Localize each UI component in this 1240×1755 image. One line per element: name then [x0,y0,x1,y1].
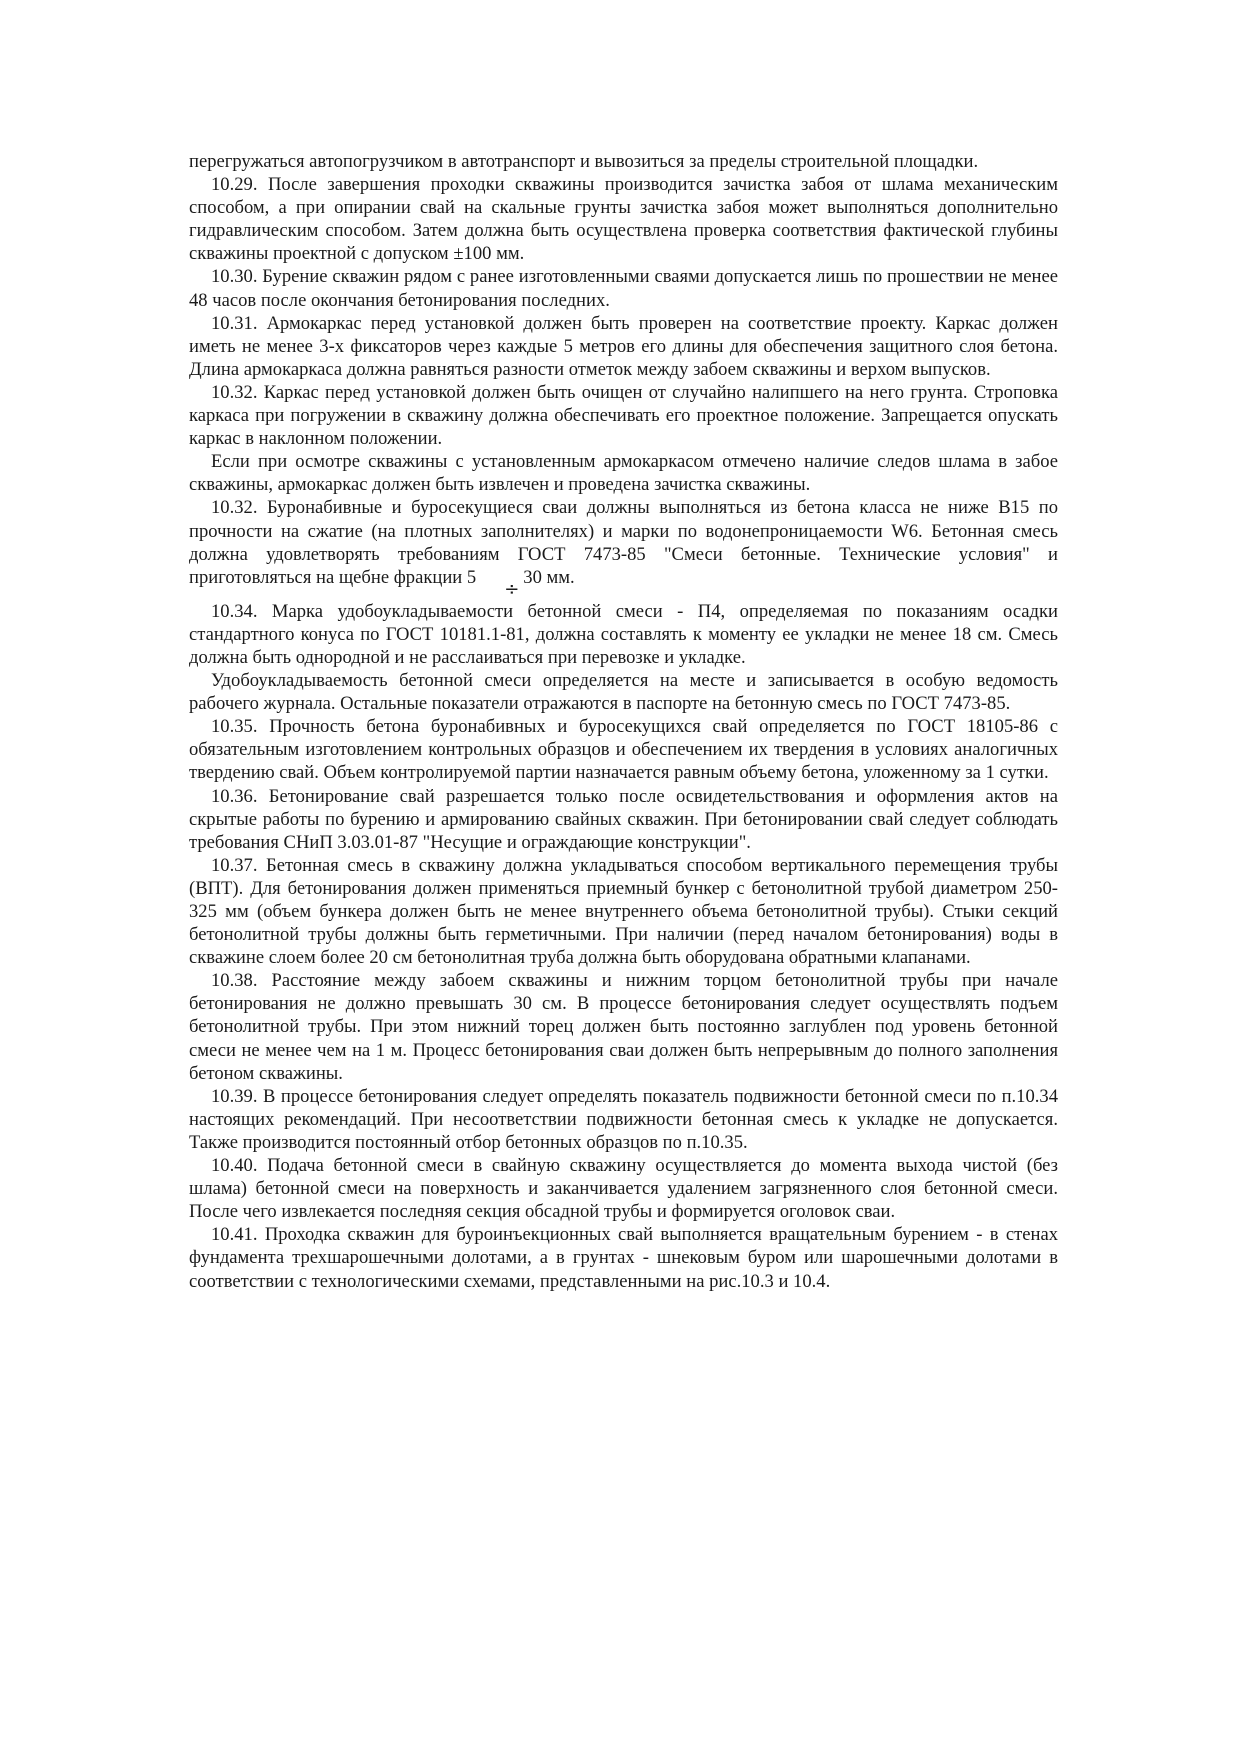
paragraph-10-36: 10.36. Бетонирование свай разрешается только после освидетельствования и оформления актов на скрытые работы по бурению и армированию свайных скважин. При бетонировании свай следует соблюдать требования СНиП 3.03.01-87 "Несущие и ограждающие конструкции". [189,785,1058,853]
paragraph-10-33-text: 10.32. Буронабивные и буросекущиеся сваи должны выполняться из бетона класса не ниже В15 по прочности на сжатие (на плотных заполнителях) и марки по водонепроницаемости W6. Бетонная смесь должна удовлетворять требованиям ГОСТ 7473-85 "Смеси бетонные. Технические условия" и приготовляться на щебне фракции 5 [189,497,1058,588]
division-sign-icon: ÷ [504,578,520,600]
paragraph-10-29: 10.29. После завершения проходки скважины производится зачистка забоя от шлама механическим способом, а при опирании свай на скальные грунты зачистка забоя может выполняться дополнительно гидравлическим способом. Затем должна быть осуществлена проверка соответствия фактической глубины скважины проектной с допуском ±100 мм. [189,174,1058,265]
document-page [189,150,1058,1293]
paragraph-armocage-note: Если при осмотре скважины с установленным армокаркасом отмечено наличие следов шлама в забое скважины, армокаркас должен быть извлечен и проведена зачистка скважины. [189,451,1058,496]
paragraph-10-39: 10.39. В процессе бетонирования следует определять показатель подвижности бетонной смеси по п.10.34 настоящих рекомендаций. При несоответствии подвижности бетонная смесь к укладке не допускается. Также производится постоянный отбор бетонных образцов по п.10.35. [189,1085,1058,1153]
paragraph-10-30: 10.30. Бурение скважин рядом с ранее изготовленными сваями допускается лишь по прошествии не менее 48 часов после окончания бетонирования последних. [189,266,1058,311]
paragraph-workability-note: Удобоукладываемость бетонной смеси определяется на месте и записывается в особую ведомость рабочего журнала. Остальные показатели отражаются в паспорте на бетонную смесь по ГОСТ 7473-85. [189,670,1058,715]
paragraph-10-33-tail: 30 мм. [523,566,575,588]
paragraph-10-35: 10.35. Прочность бетона буронабивных и буросекущихся свай определяется по ГОСТ 18105-86 с обязательным изготовлением контрольных образцов и обеспечением их твердения в условиях аналогичных твердению свай. Объем контролируемой партии назначается равным объему бетона, уложенному за 1 сутки. [189,716,1058,784]
paragraph-10-37: 10.37. Бетонная смесь в скважину должна укладываться способом вертикального перемещения трубы (ВПТ). Для бетонирования должен применяться приемный бункер с бетонолитной трубой диаметром 250-325 мм (объем бункера должен быть не менее внутреннего объема бетонолитной трубы). Стыки секций бетонолитной трубы должны быть герметичными. При наличии (перед началом бетонирования) воды в скважине слоем более 20 см бетонолитная труба должна быть оборудована обратными клапанами. [189,854,1058,969]
paragraph-10-34: 10.34. Марка удобоукладываемости бетонной смеси - П4, определяемая по показаниям осадки стандартного конуса по ГОСТ 10181.1-81, должна составлять к моменту ее укладки не менее 18 см. Смесь должна быть однородной и не расслаиваться при перевозке и укладке. [189,600,1058,668]
paragraph-10-41: 10.41. Проходка скважин для буроинъекционных свай выполняется вращательным бурением - в стенах фундамента трехшарошечными долотами, а в грунтах - шнековым буром или шарошечными долотами в соответствии с технологическими схемами, представленными на рис.10.3 и 10.4. [189,1224,1058,1292]
paragraph-continuation: перегружаться автопогрузчиком в автотранспорт и вывозиться за пределы строительной площадки. [189,151,979,172]
paragraph-10-33 [189,496,1058,600]
paragraph-10-31: 10.31. Армокаркас перед установкой должен быть проверен на соответствие проекту. Каркас должен иметь не менее 3-х фиксаторов через каждые 5 метров его длины для обеспечения защитного слоя бетона. Длина армокаркаса должна равняться разности отметок между забоем скважины и верхом выпусков. [189,312,1058,380]
paragraph-10-32: 10.32. Каркас перед установкой должен быть очищен от случайно налипшего на него грунта. Строповка каркаса при погружении в скважину должна обеспечивать его проектное положение. Запрещается опускать каркас в наклонном положении. [189,381,1058,450]
paragraph-10-38: 10.38. Расстояние между забоем скважины и нижним торцом бетонолитной трубы при начале бетонирования не должно превышать 30 см. В процессе бетонирования следует осуществлять подъем бетонолитной трубы. При этом нижний торец должен быть постоянно заглублен под уровень бетонной смеси не менее чем на 1 м. Процесс бетонирования сваи должен быть непрерывным до полного заполнения бетоном скважины. [189,970,1058,1084]
paragraph-10-40: 10.40. Подача бетонной смеси в свайную скважину осуществляется до момента выхода чистой (без шлама) бетонной смеси на поверхность и заканчивается удалением загрязненного слоя бетонной смеси. После чего извлекается последняя секция обсадной трубы и формируется оголовок сваи. [189,1155,1058,1223]
